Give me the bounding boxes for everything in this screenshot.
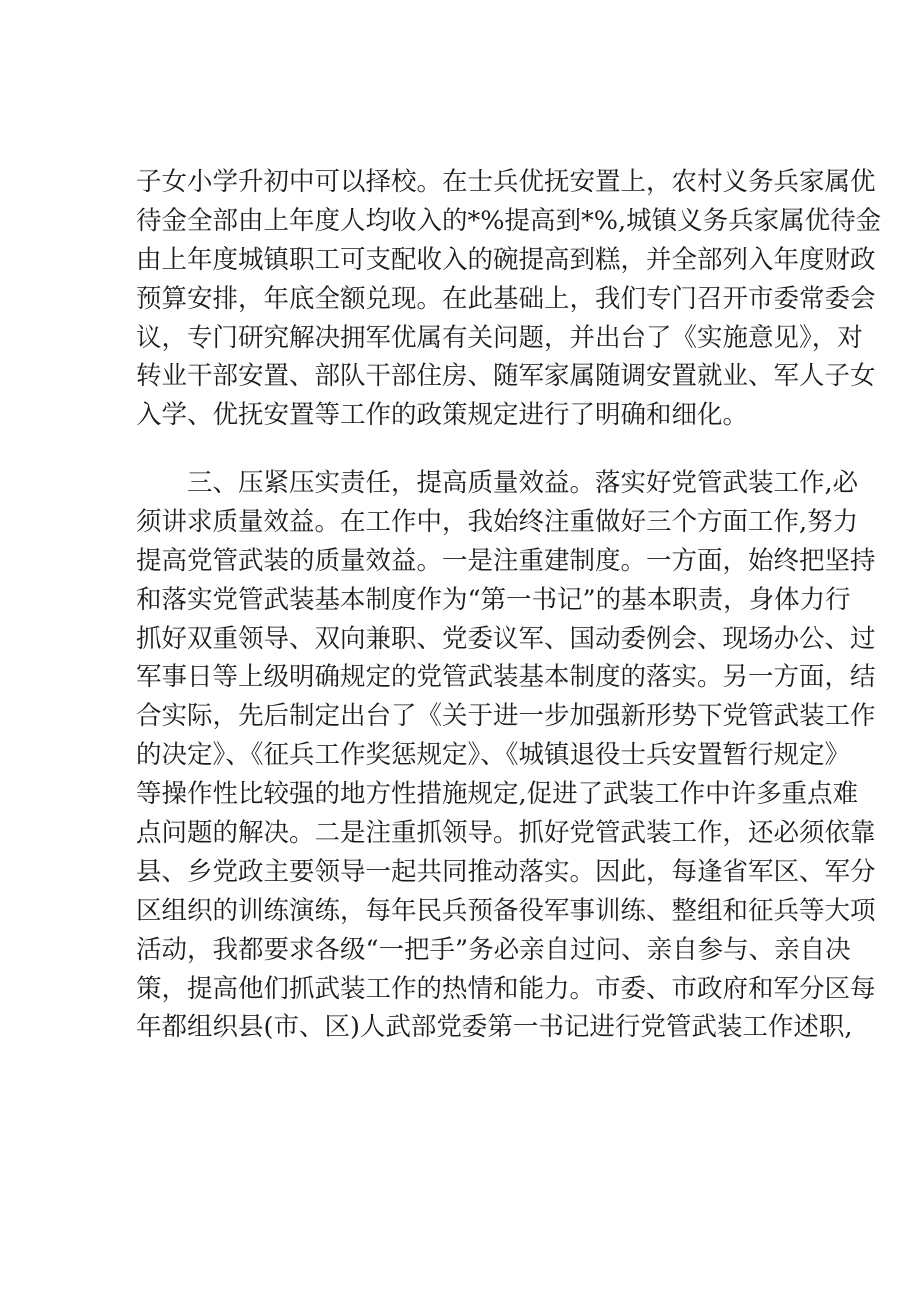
paragraph-line: 等操作性比较强的地方性措施规定,促进了武装工作中许多重点难 (136, 779, 859, 810)
paragraph-line: 议，专门研究解决拥军优属有关问题，并出台了《实施意见》，对 (136, 322, 863, 353)
paragraph-line: 三、压紧压实责任，提高质量效益。落实好党管武装工作,必 (187, 468, 859, 498)
paragraph-line: 待金全部由上年度人均收入的*%提高到*%,城镇义务兵家属优待金 (136, 205, 882, 236)
paragraph-line: 由上年度城镇职工可支配收入的碗提高到糕，并全部列入年度财政 (136, 244, 876, 275)
paragraph-line: 提高党管武装的质量效益。一是注重建制度。一方面，始终把坚持 (136, 545, 876, 576)
paragraph-line: 策，提高他们抓武装工作的热情和能力。市委、市政府和军分区每 (136, 973, 876, 1004)
paragraph-line: 合实际，先后制定出台了《关于进一步加强新形势下党管武装工作 (136, 701, 876, 732)
paragraph-line: 县、乡党政主要领导一起共同推动落实。因此，每逢省军区、军分 (136, 856, 876, 887)
paragraph-line: 预算安排，年底全额兑现。在此基础上，我们专门召开市委常委会 (136, 283, 876, 314)
paragraph-line: 和落实党管武装基本制度作为“第一书记”的基本职责，身体力行 (136, 584, 851, 615)
paragraph-line: 点问题的解决。二是注重抓领导。抓好党管武装工作，还必须依靠 (136, 818, 876, 849)
paragraph-line: 子女小学升初中可以择校。在士兵优抚安置上，农村义务兵家属优 (136, 167, 876, 197)
paragraph-2 (136, 464, 876, 1047)
paragraph-line: 抓好双重领导、双向兼职、党委议军、国动委例会、现场办公、过 (136, 623, 876, 654)
paragraph-1 (136, 163, 882, 435)
paragraph-line: 的决定》、《征兵工作奖惩规定》、《城镇退役士兵安置暂行规定》 (136, 740, 851, 771)
paragraph-line: 须讲求质量效益。在工作中，我始终注重做好三个方面工作,努力 (136, 506, 859, 537)
paragraph-line: 活动，我都要求各级“一把手”务必亲自过问、亲自参与、亲自决 (136, 934, 851, 965)
paragraph-line: 转业干部安置、部队干部住房、随军家属随调安置就业、军人子女 (136, 361, 876, 392)
paragraph-line: 年都组织县(市、区)人武部党委第一书记进行党管武装工作述职, (136, 1012, 853, 1043)
paragraph-line: 区组织的训练演练，每年民兵预备役军事训练、整组和征兵等大项 (136, 895, 876, 926)
paragraph-line: 入学、优抚安置等工作的政策规定进行了明确和细化。 (136, 400, 749, 431)
paragraph-line: 军事日等上级明确规定的党管武装基本制度的落实。另一方面，结 (136, 662, 876, 693)
